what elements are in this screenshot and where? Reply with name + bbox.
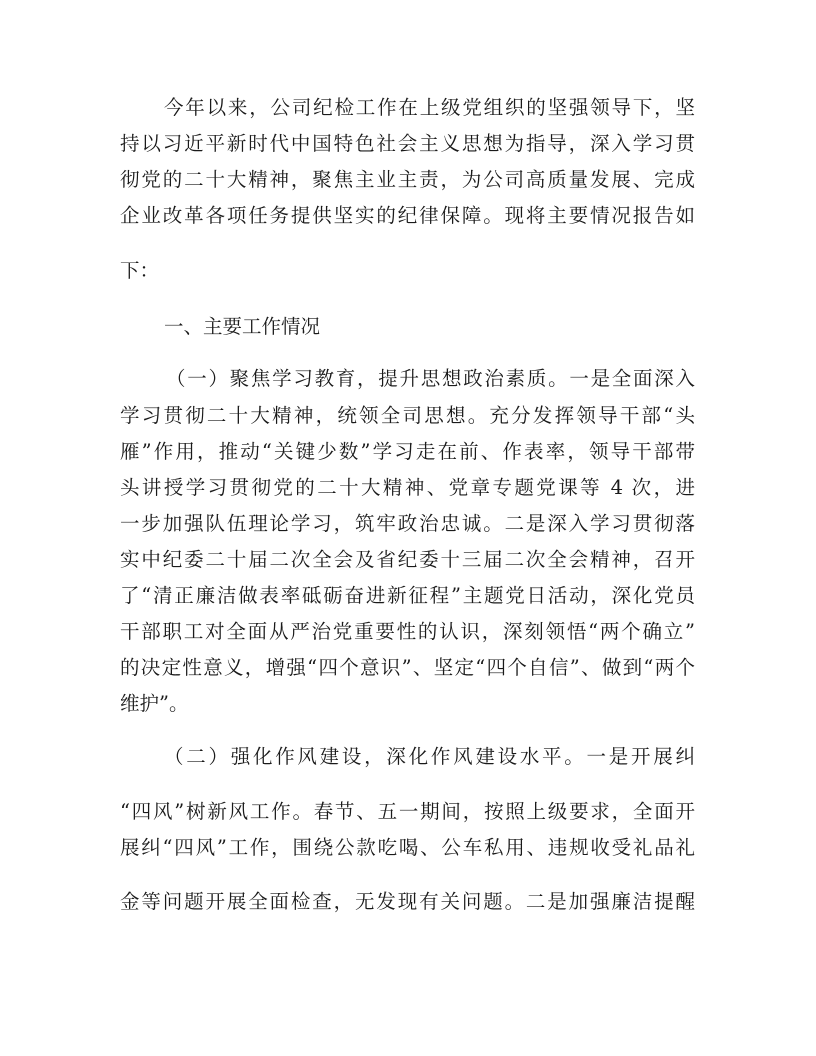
section-1-line-8: 干部职工对全面从严治党重要性的认识，深刻领悟“两个确立” [120,620,695,643]
paragraph-intro-line-5: 下： [120,259,160,282]
section-1-line-7: 了“清正廉洁做表率砥砺奋进新征程”主题党日活动，深化党员 [120,584,695,607]
section-2-line-2: “四风”树新风工作。春节、五一期间，按照上级要求，全面开 [120,800,695,823]
section-1-line-2: 学习贯彻二十大精神，统领全司思想。充分发挥领导干部“头 [120,404,695,427]
section-1-line-6: 实中纪委二十届二次全会及省纪委十三届二次全会精神，召开 [120,548,695,571]
section-heading: 一、主要工作情况 [164,315,321,338]
paragraph-intro-line-4: 企业改革各项任务提供坚实的纪律保障。现将主要情况报告如 [120,204,695,227]
section-1-line-5: 一步加强队伍理论学习，筑牢政治忠诚。二是深入学习贯彻落 [120,512,695,535]
section-2-line-3: 展纠“四风”工作，围绕公款吃喝、公车私用、违规收受礼品礼 [120,836,695,859]
paragraph-intro-line-2: 持以习近平新时代中国特色社会主义思想为指导，深入学习贯 [120,132,695,155]
paragraph-intro-line-3: 彻党的二十大精神，聚焦主业主责，为公司高质量发展、完成 [120,168,695,191]
section-2-line-4: 金等问题开展全面检查，无发现有关问题。二是加强廉洁提醒 [120,890,695,913]
section-1-line-10: 维护”。 [120,692,189,715]
section-2-line-1: （二）强化作风建设，深化作风建设水平。一是开展纠 [164,745,695,768]
section-1-line-1: （一）聚焦学习教育，提升思想政治素质。一是全面深入 [166,367,695,390]
paragraph-intro-line-1: 今年以来，公司纪检工作在上级党组织的坚强领导下，坚 [164,96,695,119]
section-1-line-3: 雁”作用，推动“关键少数”学习走在前、作表率，领导干部带 [120,440,695,463]
section-1-line-4: 头讲授学习贯彻党的二十大精神、党章专题党课等 4 次，进 [120,476,695,499]
section-1-line-9: 的决定性意义，增强“四个意识”、坚定“四个自信”、做到“两个 [120,656,695,679]
